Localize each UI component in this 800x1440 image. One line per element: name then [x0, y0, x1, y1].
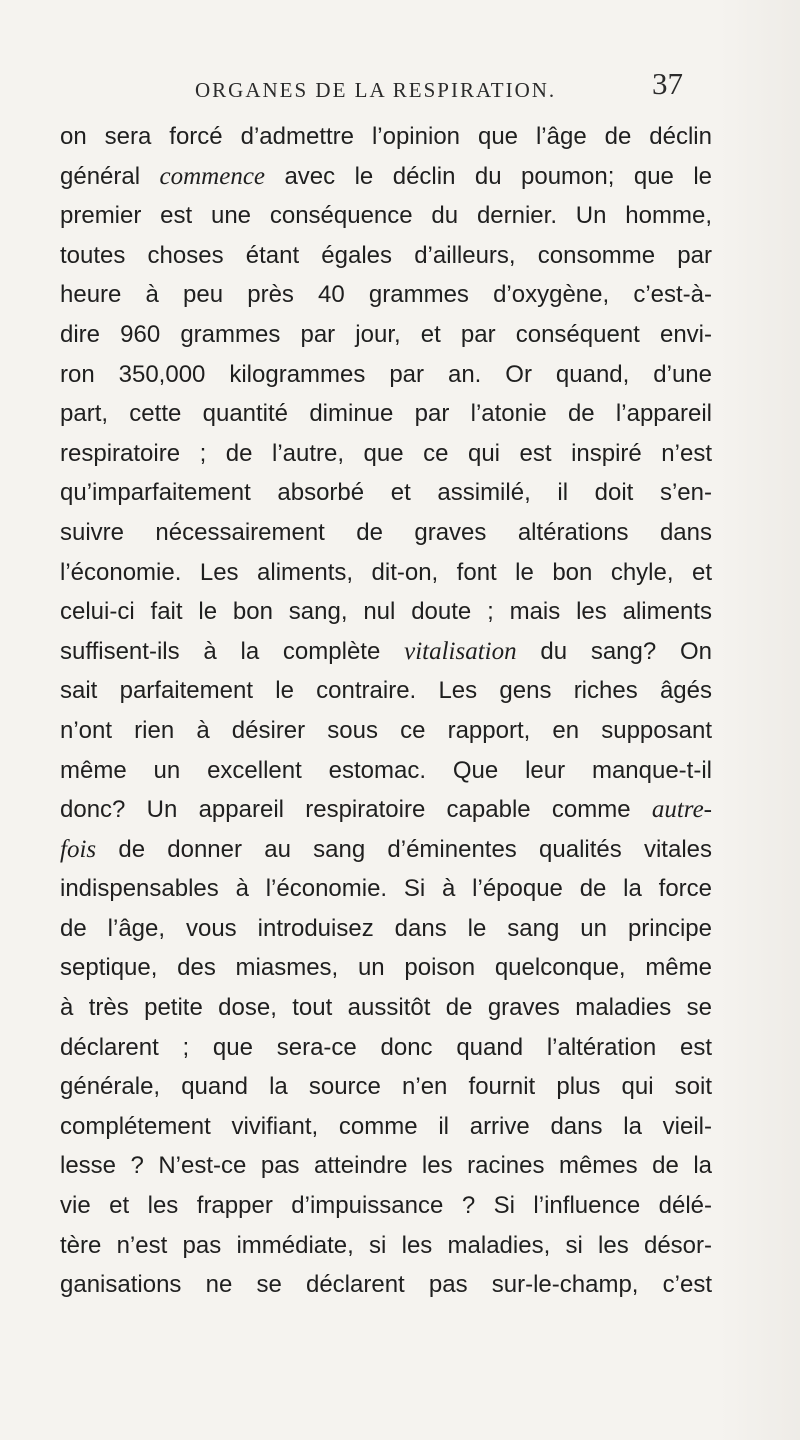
- text-line: [60, 1028, 712, 1068]
- text-line: [60, 869, 712, 909]
- body-text: [60, 117, 712, 1305]
- text-segment: à très petite dose, tout aussitôt de graves maladies se: [60, 994, 712, 1022]
- text-segment: dire 960 grammes par jour, et par conséquent envi-: [60, 320, 712, 348]
- text-line: [60, 1226, 712, 1266]
- text-segment: celui-ci fait le bon sang, nul doute ; mais les aliments: [60, 598, 712, 626]
- text-line: [60, 1107, 712, 1147]
- text-line: [60, 275, 712, 315]
- text-segment: qu’imparfaitement absorbé et assimilé, il doit s’en-: [60, 479, 712, 507]
- text-segment: général: [60, 162, 160, 190]
- text-segment: l’économie. Les aliments, dit-on, font le bon chyle, et: [60, 558, 712, 586]
- text-segment: ron 350,000 kilogrammes par an. Or quand, d’une: [60, 360, 712, 388]
- text-segment: heure à peu près 40 grammes d’oxygène, c’est-à-: [60, 281, 712, 309]
- text-line: [60, 157, 712, 197]
- text-line: [60, 988, 712, 1028]
- text-segment: lesse ? N’est-ce pas atteindre les racines mêmes de la: [60, 1152, 712, 1180]
- text-segment: même un excellent estomac. Que leur manque-t-il: [60, 756, 712, 784]
- running-head: ORGANES DE LA RESPIRATION.: [195, 78, 557, 102]
- text-segment: n’ont rien à désirer sous ce rapport, en supposant: [60, 716, 712, 744]
- text-segment: tère n’est pas immédiate, si les maladies, si les désor-: [60, 1231, 712, 1259]
- text-line: [60, 315, 712, 355]
- text-segment: sait parfaitement le contraire. Les gens riches âgés: [60, 677, 712, 705]
- text-line: [60, 592, 712, 632]
- text-line: [60, 1146, 712, 1186]
- text-line: [60, 553, 712, 593]
- text-line: [60, 236, 712, 276]
- text-segment: ganisations ne se déclarent pas sur-le-champ, c’est: [60, 1271, 712, 1299]
- text-line: [60, 909, 712, 949]
- text-segment: vie et les frapper d’impuissance ? Si l’influence délé-: [60, 1192, 712, 1220]
- text-line: [60, 830, 712, 870]
- text-line: [60, 196, 712, 236]
- text-segment: suffisent-ils à la complète: [60, 637, 405, 665]
- text-segment: toutes choses étant égales d’ailleurs, consomme par: [60, 241, 712, 269]
- text-segment: de donner au sang d’éminentes qualités vitales: [96, 835, 712, 863]
- text-segment: suivre nécessairement de graves altérations dans: [60, 518, 712, 546]
- text-line: [60, 711, 712, 751]
- text-line: [60, 1067, 712, 1107]
- page-number: 37: [652, 66, 683, 101]
- text-line: [60, 632, 712, 672]
- italic-segment: autre-: [651, 796, 712, 824]
- text-line: [60, 355, 712, 395]
- italic-segment: fois: [60, 835, 97, 863]
- text-segment: respiratoire ; de l’autre, que ce qui est inspiré n’est: [60, 439, 712, 467]
- text-line: [60, 473, 712, 513]
- page-edge-shadow: [720, 0, 800, 1440]
- text-segment: du sang? On: [516, 637, 713, 665]
- text-line: [60, 751, 712, 791]
- text-line: [60, 1265, 712, 1305]
- text-segment: septique, des miasmes, un poison quelconque, même: [60, 954, 712, 982]
- text-segment: indispensables à l’économie. Si à l’époque de la force: [60, 875, 712, 903]
- text-segment: donc? Un appareil respiratoire capable comme: [60, 796, 652, 824]
- text-segment: on sera forcé d’admettre l’opinion que l’âge de déclin: [60, 123, 712, 150]
- text-line: [60, 434, 712, 474]
- text-line: [60, 117, 712, 157]
- text-segment: de l’âge, vous introduisez dans le sang un principe: [60, 914, 712, 942]
- text-line: [60, 1186, 712, 1226]
- text-line: [60, 671, 712, 711]
- text-line: [60, 948, 712, 988]
- text-segment: avec le déclin du poumon; que le: [265, 162, 713, 190]
- text-segment: déclarent ; que sera-ce donc quand l’altération est: [60, 1033, 712, 1061]
- text-segment: premier est une conséquence du dernier. Un homme,: [60, 202, 712, 230]
- text-line: [60, 513, 712, 553]
- italic-segment: vitalisation: [404, 637, 517, 665]
- italic-segment: commence: [159, 162, 266, 190]
- text-segment: part, cette quantité diminue par l’atonie de l’appareil: [60, 400, 712, 428]
- text-segment: générale, quand la source n’en fournit plus qui soit: [60, 1073, 712, 1101]
- text-line: [60, 394, 712, 434]
- text-line: [60, 790, 712, 830]
- text-segment: complétement vivifiant, comme il arrive dans la vieil-: [60, 1112, 712, 1140]
